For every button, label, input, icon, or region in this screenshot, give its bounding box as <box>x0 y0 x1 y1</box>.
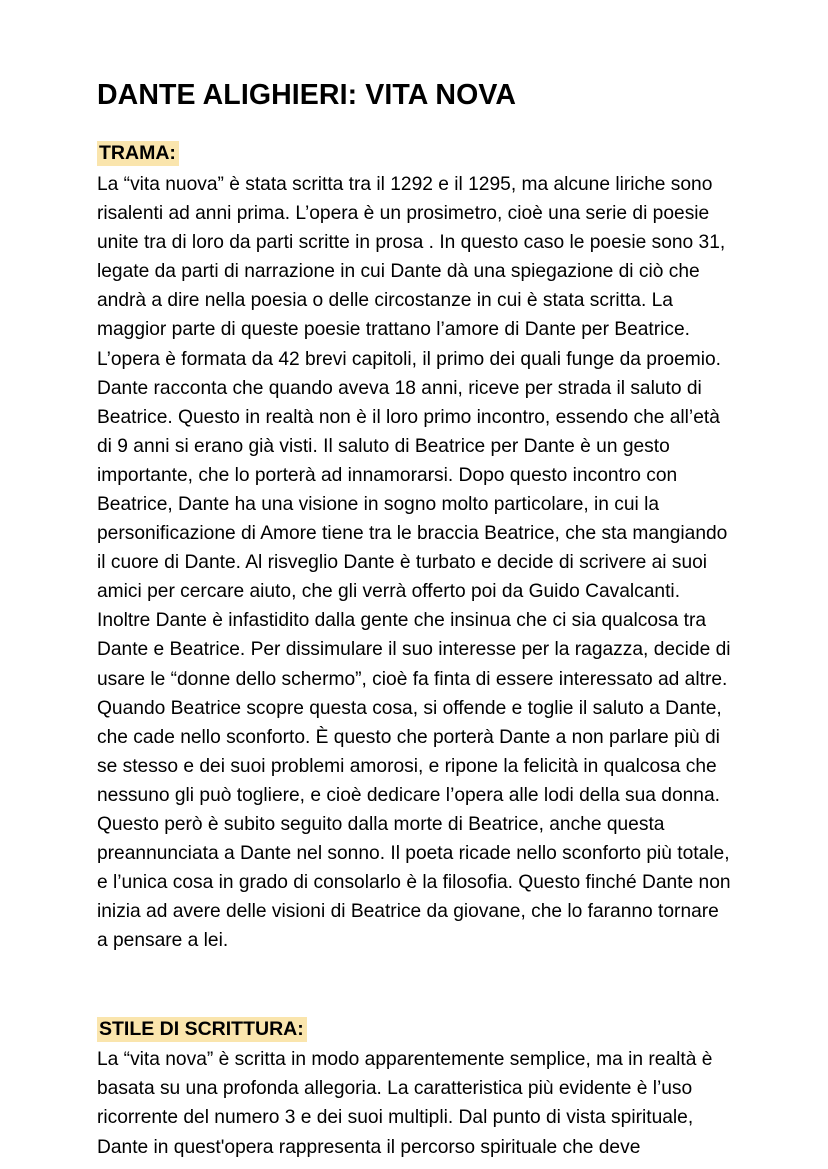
paragraph: La “vita nova” è scritta in modo apparentemente semplice, ma in realtà è basata su una profonda allegoria. La caratteristica più evidente è l’uso ricorrente del numero 3 e dei suoi multipli. Dal punto di vista spirituale, Dante in quest'opera rappresenta il percorso spirituale che deve <box>97 1049 713 1158</box>
section-spacer <box>97 956 732 1018</box>
highlighted-heading-text: TRAMA: <box>97 141 179 166</box>
section-heading-stile-di-scrittura <box>97 1018 732 1042</box>
paragraph: La “vita nuova” è stata scritta tra il 1292 e il 1295, ma alcune liriche sono risalenti ad anni prima. L’opera è un prosimetro, cioè una serie di poesie unite tra di loro da parti scritte in prosa . In questo caso le poesie sono 31, legate da parti di narrazione in cui Dante dà una spiegazione di ciò che andrà a dire nella poesia o delle circostanze in cui è stata scritta. La maggior parte di queste poesie trattano l’amore di Dante per Beatrice. L’opera è formata da 42 brevi capitoli, il primo dei quali funge da proemio. <box>97 173 726 370</box>
section-trama <box>97 142 732 955</box>
highlighted-heading-text: STILE DI SCRITTURA: <box>97 1017 307 1042</box>
page-title: DANTE ALIGHIERI: VITA NOVA <box>97 79 517 111</box>
paragraph: Dante racconta che quando aveva 18 anni, riceve per strada il saluto di Beatrice. Questo in realtà non è il loro primo incontro, essendo che all’età di 9 anni si erano già visti. Il saluto di Beatrice per Dante è un gesto importante, che lo porterà ad innamorarsi. Dopo questo incontro con Beatrice, Dante ha una visione in sogno molto particolare, in cui la personificazione di Amore tiene tra le braccia Beatrice, che sta mangiando il cuore di Dante. Al risveglio Dante è turbato e decide di scrivere ai suoi amici per cercare aiuto, che gli verrà offerto poi da Guido Cavalcanti. Inoltre Dante è infastidito dalla gente che insinua che ci sia qualcosa tra Dante e Beatrice. Per dissimulare il suo interesse per la ragazza, decide di usare le “donne dello schermo”, cioè fa finta di essere interessato ad altre. Quando Beatrice scopre questa cosa, si offende e toglie il saluto a Dante, che cade nello sconforto. È questo che porterà Dante a non parlare più di se stesso e dei suoi problemi amorosi, e ripone la felicità in qualcosa che nessuno gli può togliere, e cioè dedicare l’opera alle lodi della sua donna. Questo però è subito seguito dalla morte di Beatrice, anche questa preannunciata a Dante nel sonno. Il poeta ricade nello sconforto più totale, e l’unica cosa in grado di consolarlo è la filosofia. Questo finché Dante non inizia ad avere delle visioni di Beatrice da giovane, che lo faranno tornare a pensare a lei. <box>97 377 731 952</box>
section-stile-di-scrittura <box>97 1018 732 1162</box>
section-heading-trama <box>97 142 732 166</box>
